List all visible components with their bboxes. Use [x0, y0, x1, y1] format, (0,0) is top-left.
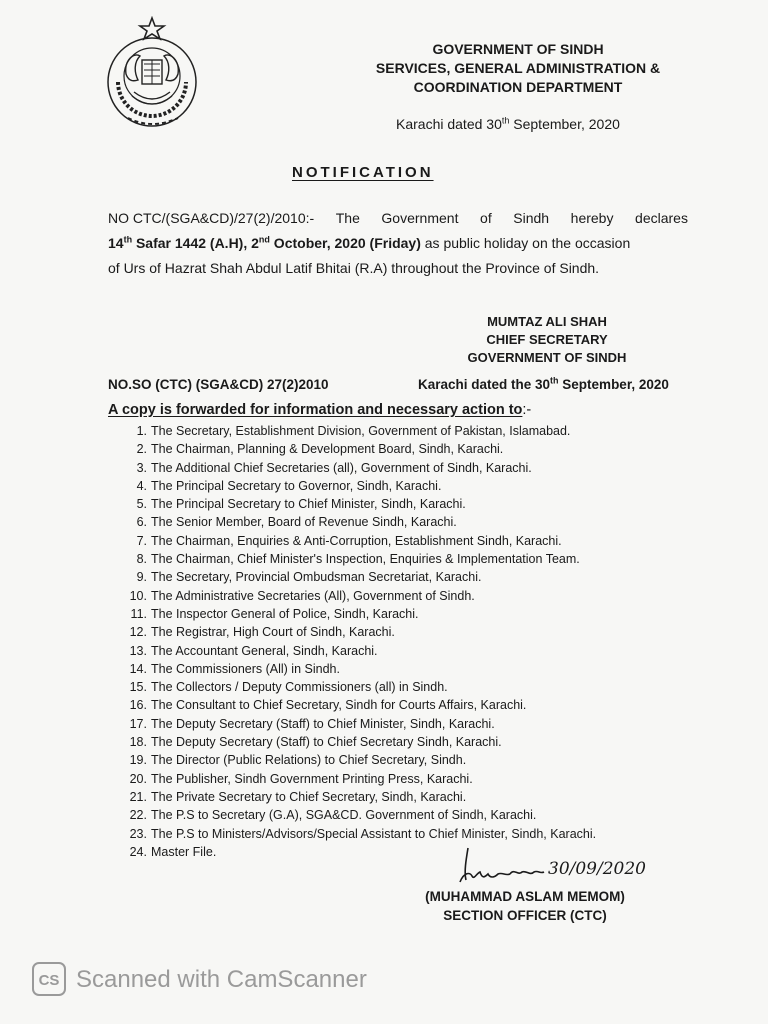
recipient-number: 24.: [129, 844, 147, 859]
body-line-2: 14th Safar 1442 (A.H), 2nd October, 2020 (Friday) as public holiday on the occasion: [108, 234, 631, 251]
chief-secretary-block: [462, 313, 632, 367]
header-line-3: COORDINATION DEPARTMENT: [413, 79, 623, 95]
body-line-1: NO CTC/(SGA&CD)/27(2)/2010:- The Government of Sindh hereby declares: [108, 210, 688, 226]
section-officer-name: (MUHAMMAD ASLAM MEMOM): [425, 889, 625, 904]
signer-title: CHIEF SECRETARY: [486, 332, 608, 347]
recipient-item: [116, 623, 596, 641]
recipient-text: The Secretary, Establishment Division, Government of Pakistan, Islamabad.: [151, 424, 571, 438]
header-line-1: GOVERNMENT OF SINDH: [432, 41, 604, 57]
signature-date: 30/09/2020: [548, 859, 646, 879]
recipient-item: [116, 495, 596, 513]
recipient-item: [116, 733, 596, 751]
signer-name: MUMTAZ ALI SHAH: [487, 314, 607, 329]
recipient-item: [116, 587, 596, 605]
recipient-number: 9.: [136, 570, 147, 585]
sindh-government-seal-icon: [104, 16, 204, 132]
recipient-text: The Administrative Secretaries (All), Government of Sindh.: [151, 588, 475, 603]
recipient-number: 21.: [129, 789, 147, 804]
recipient-number: 20.: [129, 771, 147, 786]
recipient-text: The Chairman, Planning & Development Board, Sindh, Karachi.: [151, 442, 504, 457]
recipient-text: The Deputy Secretary (Staff) to Chief Minister, Sindh, Karachi.: [151, 716, 495, 731]
section-officer-title: SECTION OFFICER (CTC): [443, 908, 607, 923]
camscanner-logo-text: CS: [38, 972, 60, 989]
recipient-text: The Private Secretary to Chief Secretary, Sindh, Karachi.: [151, 789, 467, 804]
recipient-text: The Chairman, Chief Minister's Inspection, Enquiries & Implementation Team.: [151, 552, 580, 567]
recipient-item: [116, 568, 596, 586]
recipient-text: The P.S to Ministers/Advisors/Special Assistant to Chief Minister, Sindh, Karachi.: [151, 826, 597, 841]
signer-org: GOVERNMENT OF SINDH: [467, 350, 627, 365]
camscanner-watermark: Scanned with CamScanner: [76, 966, 367, 993]
recipient-text: Master File.: [151, 844, 217, 859]
recipient-number: 8.: [136, 552, 147, 567]
recipient-item: [116, 770, 596, 788]
recipient-item: [116, 696, 596, 714]
recipient-text: The Accountant General, Sindh, Karachi.: [151, 643, 378, 658]
recipient-number: 3.: [136, 460, 147, 475]
recipient-item: [116, 513, 596, 531]
recipient-number: 1.: [136, 424, 147, 438]
recipient-number: 17.: [129, 716, 147, 731]
header-date: Karachi dated 30th September, 2020: [396, 115, 620, 132]
recipient-item: [116, 788, 596, 806]
body-line-3: of Urs of Hazrat Shah Abdul Latif Bhitai (R.A) throughout the Province of Sindh.: [108, 260, 600, 276]
notification-body: [108, 206, 688, 281]
recipient-number: 23.: [129, 826, 147, 841]
recipient-text: The Director (Public Relations) to Chief Secretary, Sindh.: [151, 753, 467, 768]
recipient-item: [116, 422, 596, 440]
header-line-2: SERVICES, GENERAL ADMINISTRATION &: [375, 60, 661, 76]
recipient-number: 18.: [129, 735, 147, 750]
recipient-item: [116, 678, 596, 696]
recipient-item: [116, 751, 596, 769]
recipient-number: 4.: [136, 478, 147, 493]
recipient-text: The Inspector General of Police, Sindh, Karachi.: [151, 606, 419, 621]
recipient-text: The Consultant to Chief Secretary, Sindh for Courts Affairs, Karachi.: [151, 698, 527, 713]
department-header: [348, 40, 688, 97]
recipient-text: The Deputy Secretary (Staff) to Chief Secretary Sindh, Karachi.: [151, 735, 502, 750]
recipient-item: [116, 605, 596, 623]
notification-title: NOTIFICATION: [292, 164, 434, 181]
recipient-number: 15.: [129, 680, 147, 695]
recipient-text: The Chairman, Enquiries & Anti-Corruption, Establishment Sindh, Karachi.: [151, 533, 562, 548]
section-officer-block: [410, 887, 640, 925]
recipient-text: The Principal Secretary to Governor, Sindh, Karachi.: [151, 478, 442, 493]
recipient-number: 14.: [129, 661, 147, 676]
recipient-text: The Collectors / Deputy Commissioners (all) in Sindh.: [151, 680, 448, 695]
recipient-number: 5.: [136, 497, 147, 512]
recipient-number: 13.: [129, 643, 147, 658]
recipient-number: 16.: [129, 698, 147, 713]
recipient-number: 6.: [136, 515, 147, 530]
recipient-item: [116, 532, 596, 550]
recipient-item: [116, 642, 596, 660]
recipient-number: 12.: [129, 625, 147, 640]
recipient-item: [116, 660, 596, 678]
copy-forwarded-heading: A copy is forwarded for information and necessary action to:-: [108, 402, 532, 418]
recipient-text: The Commissioners (All) in Sindh.: [151, 661, 340, 676]
recipient-text: The Publisher, Sindh Government Printing Press, Karachi.: [151, 771, 473, 786]
reference-number: NO.SO (CTC) (SGA&CD) 27(2)2010: [108, 377, 329, 392]
recipient-text: The Additional Chief Secretaries (all), Government of Sindh, Karachi.: [151, 460, 532, 475]
recipients-list: [116, 422, 596, 861]
recipient-number: 22.: [129, 808, 147, 823]
recipient-number: 10.: [129, 588, 147, 603]
recipient-item: [116, 459, 596, 477]
recipient-text: The Senior Member, Board of Revenue Sindh, Karachi.: [151, 515, 457, 530]
recipient-item: [116, 806, 596, 824]
recipient-text: The Principal Secretary to Chief Minister, Sindh, Karachi.: [151, 497, 466, 512]
recipient-number: 7.: [136, 533, 147, 548]
reference-date: Karachi dated the 30th September, 2020: [418, 375, 669, 392]
recipient-item: [116, 477, 596, 495]
recipient-item: [116, 550, 596, 568]
recipient-number: 2.: [136, 442, 147, 457]
recipient-item: [116, 825, 596, 843]
recipient-item: [116, 715, 596, 733]
recipient-item: [116, 440, 596, 458]
recipient-text: The P.S to Secretary (G.A), SGA&CD. Government of Sindh, Karachi.: [151, 808, 537, 823]
recipient-number: 11.: [130, 606, 147, 621]
camscanner-logo-icon: [32, 962, 66, 996]
recipient-text: The Registrar, High Court of Sindh, Karachi.: [151, 625, 395, 640]
recipient-text: The Secretary, Provincial Ombudsman Secretariat, Karachi.: [151, 570, 482, 585]
recipient-number: 19.: [129, 753, 147, 768]
